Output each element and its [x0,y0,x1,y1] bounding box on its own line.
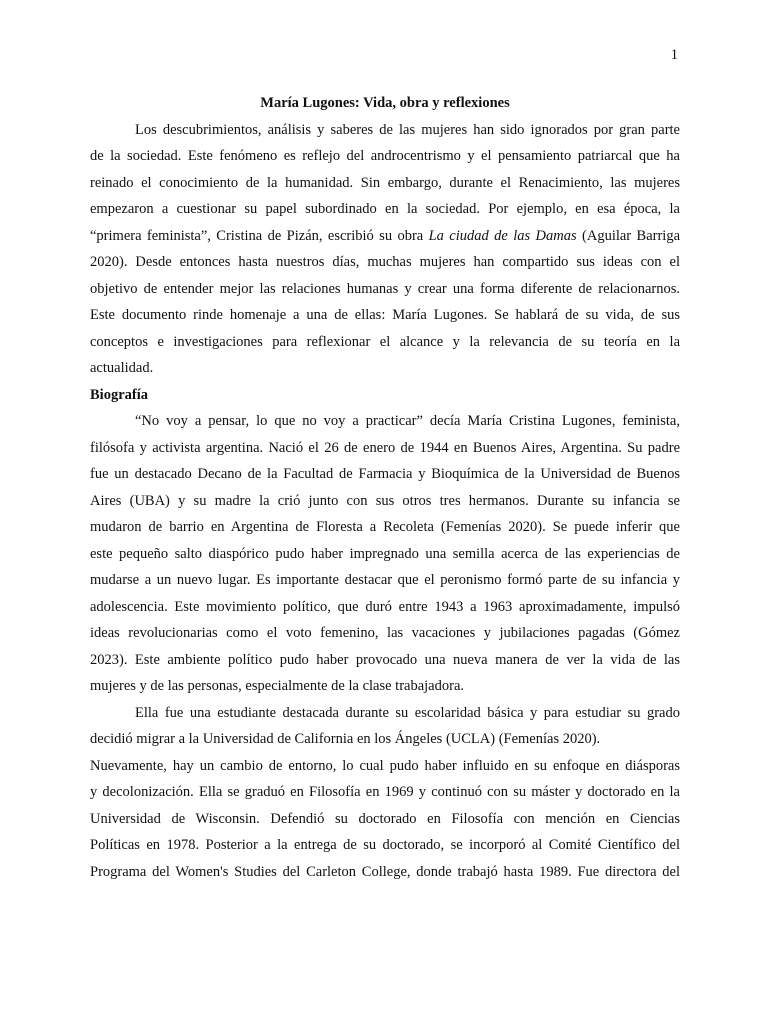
document-body [90,90,680,885]
text-line: adolescencia. Este movimiento político, que duró entre 1943 a 1963 aproximadamente, impulsó [90,598,680,615]
text-line: ideas revolucionarias como el voto femenino, las vacaciones y jubilaciones pagadas (Gómez [90,625,680,641]
text-line: decidió migrar a la Universidad de California en los Ángeles (UCLA) (Femenías 2020). [90,731,601,747]
text-segment: “primera feminista”, Cristina de Pizán, escribió su obra [90,227,424,244]
text-line: empezaron a cuestionar su papel subordinado en la sociedad. Por ejemplo, en esa época, la [90,201,680,217]
text-line: objetivo de entender mejor las relaciones humanas y crear una forma diferente de relacionarnos. [90,280,680,297]
page-number: 1 [670,47,678,63]
text-line: mudaron de barrio en Argentina de Floresta a Recoleta (Femenías 2020). Se puede inferir que [90,519,680,535]
text-line: y decolonización. Ella se graduó en Filosofía en 1969 y continuó con su máster y doctorado en la [90,784,680,800]
text-line: 2020). Desde entonces hasta nuestros días, muchas mujeres han compartido sus ideas con el [90,254,680,270]
text-line: conceptos e investigaciones para reflexionar el alcance y la relevancia de su teoría en la [90,333,680,350]
text-line: Aires (UBA) y su madre la crió junto con sus otros tres hermanos. Durante su infancia se [90,492,680,509]
text-line: 2023). Este ambiente político pudo haber provocado una nueva manera de ver la vida de las [90,651,680,668]
text-line: este pequeño salto diaspórico pudo haber impregnado una semilla acerca de las experiencias de [90,545,680,562]
bio-paragraph-1 [90,408,680,700]
book-title: La ciudad de las Damas [428,227,577,244]
text-line: Los descubrimientos, análisis y saberes de las mujeres han sido ignorados por gran parte [135,121,680,138]
text-line: de la sociedad. Este fenómeno es reflejo del androcentrismo y el pensamiento patriarcal que ha [90,148,680,164]
text-line: Programa del Women's Studies del Carleton College, donde trabajó hasta 1989. Fue directora del [90,863,680,880]
text-line: reinado el conocimiento de la humanidad. Sin embargo, durante el Renacimiento, las mujeres [90,174,680,191]
text-line: Universidad de Wisconsin. Defendió su doctorado en Filosofía con mención en Ciencias [90,810,680,827]
text-line: Ella fue una estudiante destacada durante su escolaridad básica y para estudiar su grado [135,704,680,721]
text-line-with-book-title [90,223,680,250]
intro-paragraph [90,117,680,382]
text-line: mujeres y de las personas, especialmente de la clase trabajadora. [90,678,465,694]
text-line: filósofa y activista argentina. Nació el 26 de enero de 1944 en Buenos Aires, Argentina. Su padre [90,439,680,456]
bio-paragraph-2 [90,700,680,886]
citation: (Aguilar Barriga [582,227,680,244]
text-line: mudarse a un nuevo lugar. Es importante destacar que el peronismo formó parte de su infancia y [90,572,680,588]
text-line: actualidad. [90,360,154,376]
text-line: fue un destacado Decano de la Facultad de Farmacia y Bioquímica de la Universidad de Buenos [90,466,680,482]
text-line: Políticas en 1978. Posterior a la entrega de su doctorado, se incorporó al Comité Científico del [90,837,680,853]
document-title: María Lugones: Vida, obra y reflexiones [260,95,510,111]
text-line: Este documento rinde homenaje a una de ellas: María Lugones. Se hablará de su vida, de sus [90,307,680,323]
text-line: Nuevamente, hay un cambio de entorno, lo cual pudo haber influido en su enfoque en diásporas [90,757,680,774]
text-line: “No voy a pensar, lo que no voy a practicar” decía María Cristina Lugones, feminista, [135,413,680,429]
section-heading-biografia: Biografía [90,386,148,403]
